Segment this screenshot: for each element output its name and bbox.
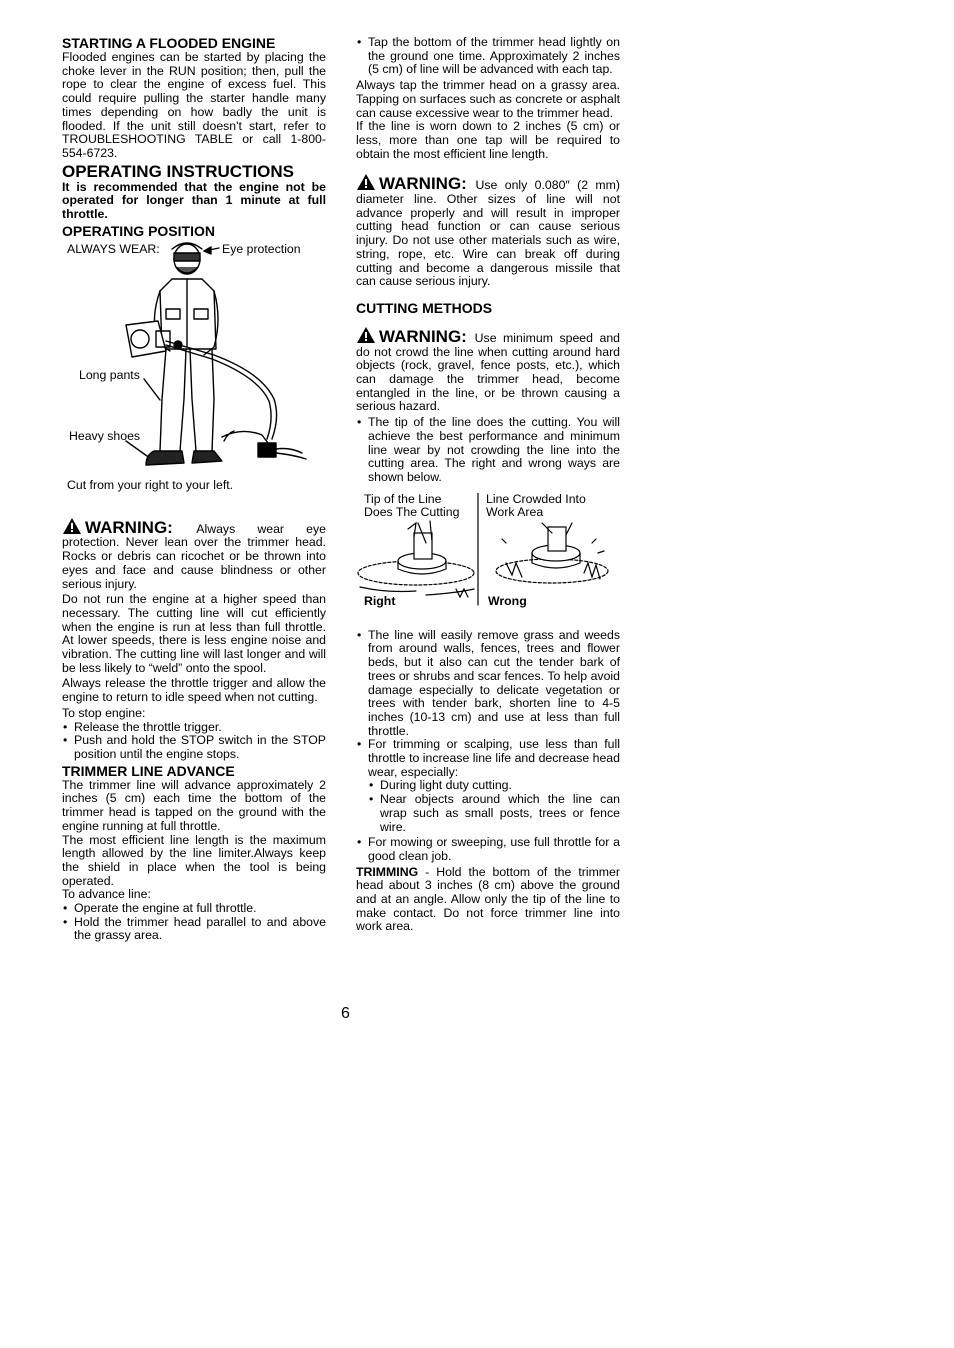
advance-steps	[62, 902, 326, 943]
left-column	[62, 36, 326, 945]
right-column	[356, 36, 620, 936]
cutting-heading: CUTTING METHODS	[356, 299, 493, 316]
figure-caption: Cut from your right to your left.	[67, 477, 234, 492]
line-advance-text1: The trimmer line will advance approximately 2 inches (5 cm) each time the bottom of the trimmer head is tapped on the ground with the engine running at full throttle.	[62, 777, 326, 833]
line-advance-text2: The most efficient line length is the maximum length allowed by the line limiter.Always keep the shield in place when the tool is being operated.	[62, 832, 326, 888]
warning-icon	[356, 173, 376, 191]
list-item: • The line will easily remove grass and weeds from around walls, fences, trees and flower beds, but it also can cut the tender bark of trees or shrubs and scar fences. To help avoid damage especially to delicate vegetation or trees with tender bark, shorten line to 4-5 inches (10-13 cm) and use at less than full throttle.	[356, 629, 620, 739]
list-item: • For mowing or sweeping, use full throttle for a good clean job.	[356, 836, 620, 863]
page-number: 6	[341, 1005, 350, 1022]
speed-text: Do not run the engine at a higher speed than necessary. The cutting line will cut efficiently when the engine is run at less than full throttle. At lower speeds, there is less engine noise and vibration. The cutting line will last longer and will be less likely to “weld” onto the spool.	[62, 592, 326, 675]
stop-steps	[62, 721, 326, 762]
fig-right-caption-1: Line Crowded Into	[486, 491, 586, 506]
warning-label: WARNING:	[356, 174, 476, 193]
eye-protection-label: Eye protection	[222, 241, 301, 256]
long-pants-label: Long pants	[79, 367, 140, 382]
operating-heading: OPERATING INSTRUCTIONS	[62, 161, 295, 181]
list-item: • The tip of the line does the cutting. You will achieve the best performance and minimum line wear by not crowding the line into the cutting area. The right and wrong ways are shown below.	[356, 416, 620, 485]
right-wrong-illustration	[356, 493, 620, 617]
flooded-heading: STARTING A FLOODED ENGINE	[62, 35, 276, 51]
warning-label: WARNING:	[356, 327, 475, 346]
speed-warning	[356, 326, 620, 414]
list-item: • Near objects around which the line can wrap such as small posts, trees or fence wire.	[368, 793, 620, 834]
eye-warning	[62, 517, 326, 592]
cutting-tips	[356, 629, 620, 864]
list-item: • During light duty cutting.	[368, 779, 620, 793]
list-item: • Operate the engine at full throttle.	[62, 902, 326, 916]
grassy-text: Always tap the trimmer head on a grassy area. Tapping on surfaces such as concrete or asphalt can cause excessive wear to the trimmer head.	[356, 78, 620, 120]
heavy-shoes-label: Heavy shoes	[69, 428, 141, 443]
line-size-warning	[356, 173, 620, 289]
warning-text: Use minimum speed and do not crowd the line when cutting around hard objects (rock, gravel, fence posts, etc.), which can damage the trimmer head, become entangled in the line, or be thrown causing a serious hazard.	[356, 330, 620, 414]
operator-illustration	[62, 239, 326, 479]
list-item: • Release the throttle trigger.	[62, 721, 326, 735]
fig-right-caption-2: Work Area	[486, 504, 544, 519]
line-advance-heading: TRIMMER LINE ADVANCE	[62, 762, 235, 779]
warning-label: WARNING:	[62, 518, 196, 537]
fig-left-caption-1: Tip of the Line	[364, 491, 442, 506]
always-wear-label: ALWAYS WEAR:	[67, 241, 160, 256]
operating-position-figure	[62, 239, 326, 507]
stop-intro: To stop engine:	[62, 705, 146, 720]
position-heading: OPERATING POSITION	[62, 222, 215, 239]
tap-step	[356, 36, 620, 77]
warning-icon	[62, 517, 82, 535]
trimming-label: TRIMMING	[356, 864, 419, 879]
release-text: Always release the throttle trigger and allow the engine to return to idle speed when not cutting.	[62, 676, 326, 705]
list-item: • Push and hold the STOP switch in the STOP position until the engine stops.	[62, 734, 326, 761]
scalping-sub-list	[368, 779, 620, 834]
wrong-way-label: Wrong	[488, 593, 527, 608]
trimming-text: TRIMMING - Hold the bottom of the trimmer head about 3 inches (8 cm) above the ground and at an angle. Allow only the tip of the line to make contact. Do not force trimmer line into work area.	[356, 864, 620, 934]
warning-text: Always wear eye protection. Never lean over the trimmer head. Rocks or debris can ricochet or be thrown into eyes and face and cause blindness or other serious injury.	[62, 521, 326, 591]
flooded-text: Flooded engines can be started by placing the choke lever in the RUN position; then, pull the rope to clear the engine of excess fuel. This could require pulling the starter handle many times depending on how badly the unit is flooded. If the unit still doesn't start, refer to TROUBLESHOOTING TABLE or call 1-800-554-6723.	[62, 50, 326, 160]
list-item: • Tap the bottom of the trimmer head lightly on the ground one time. Approximately 2 inches (5 cm) of line will be advanced with each tap.	[356, 36, 620, 77]
list-item: • Hold the trimmer head parallel to and above the grassy area.	[62, 916, 326, 943]
operating-bold-note: It is recommended that the engine not be operated for longer than 1 minute at full throttle.	[62, 179, 326, 222]
list-item: • For trimming or scalping, use less than full throttle to increase line life and decrease head wear, especially: • During light duty cutting. • Near objects around which the line can wrap such as small posts, trees or fence wire.	[356, 738, 620, 834]
tip-step	[356, 416, 620, 485]
advance-intro: To advance line:	[62, 887, 151, 902]
warning-icon	[356, 326, 376, 344]
fig-left-caption-2: Does The Cutting	[364, 504, 460, 519]
warning-text: Use only 0.080″ (2 mm) diameter line. Other sizes of line will not advance properly and will result in improper cutting head function or can cause serious injury. Do not use other materials such as wire, string, rope, etc. Wire can break off during cutting and become a dangerous missile that can cause serious injury.	[356, 178, 620, 289]
right-way-label: Right	[364, 593, 396, 608]
worn-text: If the line is worn down to 2 inches (5 cm) or less, more than one tap will be required to obtain the most efficient line length.	[356, 119, 620, 161]
cutting-methods-figure	[356, 493, 620, 617]
